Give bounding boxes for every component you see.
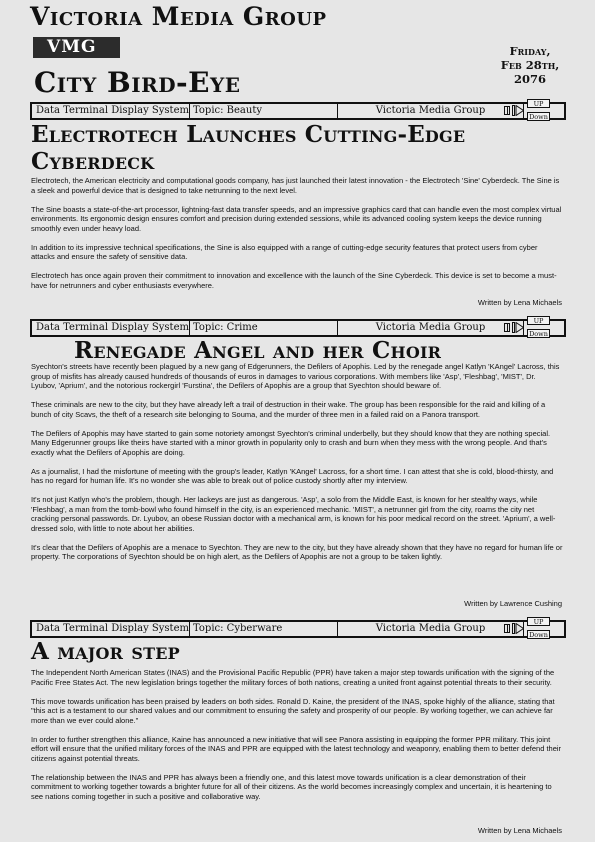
article-paragraph: The relationship between the INAS and PPR has always been a friendly one, and this latest move towards unification is a clear demonstration of their commitment to working together towards a brighter future for all of their citizens. As the world becomes increasingly complex and uncertain, it is heartening to see nations coming together in such a positive and collaborative way. [31,772,552,801]
masthead: Victoria Media Group [30,2,327,31]
play-icon[interactable] [512,105,524,116]
terminal-publisher: Victoria Media Group [338,321,524,335]
article-paragraph: It's clear that the Defilers of Apophis are a menace to Syechton. They are new to the city, but they have already shown that they have no regard for human life or property. The corporations of Syechton should be on high alert, as the Defilers of Apophis are not a group to be taken lightly. [31,542,563,561]
article-headline: Electrotech Launches Cutting-Edge Cyberdeck [31,121,466,175]
date-weekday: Friday, [509,44,551,58]
scroll-up-button[interactable]: UP [527,99,550,108]
scroll-up-button[interactable]: UP [527,316,550,325]
paper-title: City Bird-Eye [34,66,241,99]
article-headline: A major step [31,638,180,665]
article-paragraph: As a journalist, I had the misfortune of meeting with the group's leader, Katlyn 'KAngel' Lacross, for a short time. I can attest that she is cold, blood-thirsty, and has no regard for human life. It's no wonder she was able to break out of police custody shortly after my interview. [31,466,554,485]
article-paragraph: In addition to its impressive technical specifications, the Sine is also equipped with a range of cutting-edge security features that protect users from cyber attacks and ensure the safety of sensitive data. [31,242,538,261]
article-paragraph: Electrotech has once again proven their commitment to innovation and excellence with the launch of the Sine Cyberdeck. This device is set to become a must-have for netrunners and cyber enthusiasts everywhere. [31,271,557,290]
vmg-badge: VMG [33,37,120,58]
scroll-down-button[interactable]: Down [527,329,550,338]
terminal-bar [30,102,566,120]
terminal-topic: Topic: Cyberware [190,622,338,636]
article-paragraph: Syechton's streets have recently been plagued by a new gang of Edgerunners, the Defilers of Apophis. Led by the renegade angel Katlyn 'KAngel' Lacross, this group of misfits has already caused hundreds of thousands of euros in damages to various corporations. With members like 'Asp', 'Fleshbag', 'MIST', Dr. Lyubov, 'Aprium', and the notorious rockergirl 'Furstina', the Defilers of Apophis are a group that Syechton should beware of. [31,362,560,390]
date-day: Feb 28th, [500,58,560,72]
terminal-controls [504,618,564,639]
scroll-controls [527,617,550,643]
article-paragraph: The Defilers of Apophis may have started to gain some notoriety amongst Syechton's criminal underbelly, but they should know that they are nothing special. Many Edgerunner groups like theirs have started with a minor growth in popularity only to crash and burn when they mess with the wrong people. And that's exactly what the Defilers of Apophis are doing. [31,428,551,457]
terminal-publisher: Victoria Media Group [338,104,524,118]
terminal-topic: Topic: Beauty [190,104,338,118]
play-icon[interactable] [512,623,524,634]
terminal-topic: Topic: Crime [190,321,338,335]
article-paragraph: In order to further strengthen this alliance, Kaine has announced a new initiative that will see Panora assisting in equipping the former PPR military. This joint effort will ensure that the unified military forces of the INAS and PPR are equipped with the latest technology and weaponry, enabling them to better defend their citizens against potential threats. [31,734,562,763]
article-headline: Renegade Angel and her Choir [74,337,442,364]
article-byline: Written by Lawrence Cushing [464,599,562,608]
scroll-down-button[interactable]: Down [527,630,550,639]
article-body [31,362,563,571]
pause-icon[interactable] [504,106,510,115]
terminal-system-label: Data Terminal Display System [32,104,190,118]
article-byline: Written by Lena Michaels [477,298,562,307]
terminal-publisher: Victoria Media Group [338,622,524,636]
terminal-bar [30,319,566,337]
scroll-down-button[interactable]: Down [527,112,550,121]
terminal-system-label: Data Terminal Display System [32,321,190,335]
date-year: 2076 [513,72,546,86]
terminal-bar [30,620,566,638]
terminal-system-label: Data Terminal Display System [32,622,190,636]
article-paragraph: This move towards unification has been praised by leaders on both sides. Ronald D. Kaine, the president of the INAS, spoke highly of the alliance, stating that "this act is a testament to our shared values and our commitment to ensuring the safety and prosperity of our people. By working together, we can achieve far more than we ever could alone." [31,696,555,725]
scroll-up-button[interactable]: UP [527,617,550,626]
article-paragraph: It's not just Katlyn who's the problem, though. Her lackeys are just as dangerous. 'Asp', a solo from the Middle East, is known for her stealthy ways, while 'Fleshbag', a man from the tomb-bowl who found himself in the city, is an experienced mechanic. 'MIST', a netrunner girl from the city, roams the city net cracking personal passwords. Dr. Lyubov, an obese Russian doctor with a mechanical arm, is known for his poor medical record on the street. 'Aprium', a well-dressed solo, with little to note about her abilities. [31,495,556,533]
terminal-controls [504,100,564,121]
article-body [31,176,563,300]
article-paragraph: These criminals are new to the city, but they have already left a trail of destruction in their wake. The group has been responsible for the raid and killing of a bunch of city Scavs, the theft of a research site belonging to Souma, and the murder of three men in a failed raid on a Panora transport. [31,400,546,419]
play-icon[interactable] [512,322,524,333]
terminal-controls [504,317,564,338]
article-paragraph: The Sine boasts a state-of-the-art processor, lightning-fast data transfer speeds, and an impressive graphics card that can handle even the most complex virtual environments. Its ergonomic design ensures comfort and precision during extended sessions, while its advanced cooling system keeps the device running smoothly even under heavy load. [31,204,562,233]
pause-icon[interactable] [504,624,510,633]
article-paragraph: The Independent North American States (INAS) and the Provisional Pacific Republic (PPR) have taken a major step towards unification with the signing of the Pacific Free States Act. The new legislation brings together the military forces of both nations, creating a united front against potential threats to their security. [31,668,555,687]
article-byline: Written by Lena Michaels [477,826,562,835]
article-body [31,668,563,811]
pause-icon[interactable] [504,323,510,332]
article-paragraph: Electrotech, the American electricity and computational goods company, has just launched their latest innovation - the Electrotech 'Sine' Cyberdeck. The Sine is a sleek and powerful device that is designed to take netrunning to the next level. [31,176,560,195]
issue-date [494,44,566,86]
